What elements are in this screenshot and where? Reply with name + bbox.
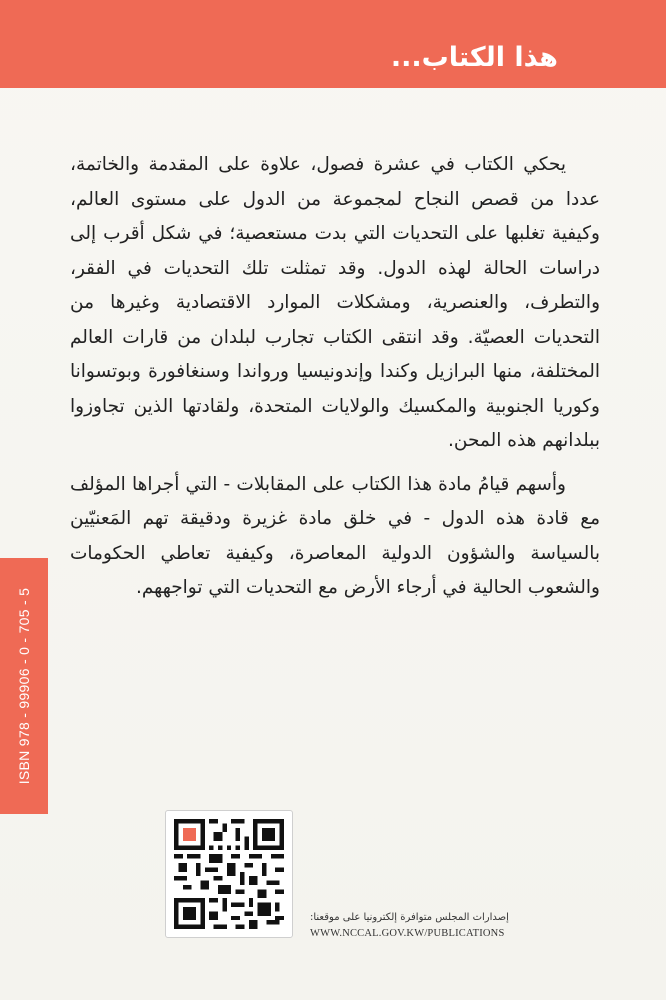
publications-note: إصدارات المجلس متوافرة إلكترونيا على موقعنا: [310, 912, 509, 923]
header-band [0, 0, 666, 88]
header-title: هذا الكتاب... [390, 42, 558, 73]
description-paragraph-1: يحكي الكتاب في عشرة فصول، علاوة على المقدمة والخاتمة، عددا من قصص النجاح لمجموعة من الدول على مستوى العالم، وكيفية تغلبها على التحديات التي بدت مستعصية؛ في شكل أقرب إلى دراسات الحالة لهذه الدول. وقد تمثلت تلك التحديات في الفقر، والتطرف، والعنصرية، ومشكلات الموارد الاقتصادية وغيرها من التحديات العصيّة. وقد انتقى الكتاب تجارب لبلدان من قارات العالم المختلفة، منها البرازيل وكندا وإندونيسيا ورواندا وسنغافورة وبوتسوانا وكوريا الجنوبية والمكسيك والولايات المتحدة، ولقادتها الذين تجاوزوا ببلدانهم هذه المحن. [70, 154, 600, 451]
description-paragraph-2: وأسهم قيامُ مادة هذا الكتاب على المقابلات - التي أجراها المؤلف مع قادة هذه الدول - في خلق مادة غزيرة ودقيقة تهم المَعنيّين بالسياسة والشؤون الدولية المعاصرة، وكيفية تعاطي الحكومات والشعوب الحالية في أرجاء الأرض مع التحديات التي تواجههم. [70, 473, 600, 598]
qr-code-icon [174, 819, 284, 929]
isbn-text: ISBN 978 - 99906 - 0 - 705 - 5 [16, 587, 32, 785]
book-description [70, 148, 600, 615]
publications-url[interactable]: WWW.NCCAL.GOV.KW/PUBLICATIONS [310, 928, 505, 939]
qr-code[interactable] [165, 810, 293, 938]
